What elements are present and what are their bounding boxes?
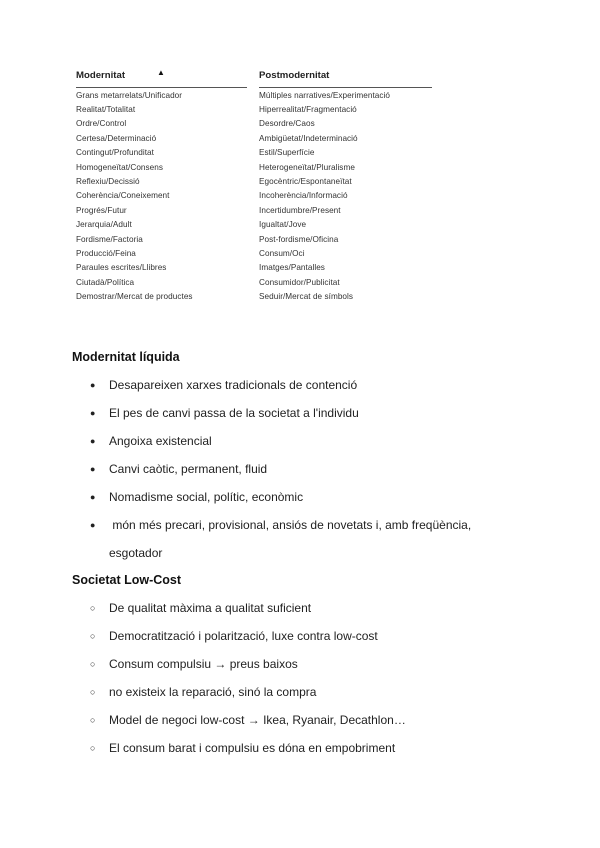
bullet-circle-icon: ○ <box>90 631 96 641</box>
list-item: ● Desapareixen xarxes tradicionals de contenció <box>90 378 358 392</box>
list-item: ○ Democratització i polarització, luxe contra low-cost <box>90 629 378 643</box>
cell-modernitat: Demostrar/Mercat de productes <box>76 292 193 302</box>
cell-modernitat: Fordisme/Factoria <box>76 234 143 244</box>
cell-modernitat: Grans metarrelats/Unificador <box>76 90 183 100</box>
table-row <box>70 218 432 232</box>
cell-modernitat: Ordre/Control <box>76 119 127 129</box>
cell-modernitat: Progrés/Futur <box>76 205 127 215</box>
table-row <box>70 246 432 260</box>
list-item: ○ Model de negoci low-cost → Ikea, Ryanair, Decathlon… <box>90 713 406 727</box>
cell-postmodernitat: Múltiples narratives/Experimentació <box>259 90 390 100</box>
cell-postmodernitat: Imatges/Pantalles <box>259 263 325 273</box>
header-postmodernitat: Postmodernitat <box>259 70 432 88</box>
cell-modernitat: Jerarquia/Adult <box>76 220 132 230</box>
bullet-circle-icon: ○ <box>90 743 96 753</box>
table-row <box>70 117 432 131</box>
cell-postmodernitat: Igualtat/Jove <box>259 220 307 230</box>
bullet-circle-icon: ○ <box>90 715 96 725</box>
bullet-disc-icon: ● <box>90 464 96 474</box>
cell-modernitat: Certesa/Determinació <box>76 133 157 143</box>
table-row <box>70 102 432 116</box>
list-item: ○ Consum compulsiu → preus baixos <box>90 657 298 671</box>
cell-postmodernitat: Seduir/Mercat de símbols <box>259 292 354 302</box>
bullet-disc-icon: ● <box>90 492 96 502</box>
cell-modernitat: Homogeneïtat/Consens <box>76 162 164 172</box>
societat-low-cost-list <box>72 601 406 769</box>
list-item: ● món més precari, provisional, ansiós de novetats i, amb freqüència, <box>90 518 472 532</box>
table-row <box>70 189 432 203</box>
bullet-circle-icon: ○ <box>90 603 96 613</box>
cell-postmodernitat: Consum/Oci <box>259 248 305 258</box>
table-row <box>70 160 432 174</box>
cell-modernitat: Realitat/Totalitat <box>76 105 136 115</box>
cell-postmodernitat: Post-fordisme/Oficina <box>259 234 339 244</box>
modernitat-liquida-list <box>72 378 471 574</box>
list-item: ● Angoixa existencial <box>90 434 212 448</box>
cell-postmodernitat: Egocèntric/Espontaneïtat <box>259 177 352 187</box>
header-modernitat: Modernitat <box>76 70 247 88</box>
cell-modernitat: Reflexiu/Decissió <box>76 177 140 187</box>
cell-postmodernitat: Estil/Superfície <box>259 148 315 158</box>
bullet-disc-icon: ● <box>90 408 96 418</box>
cell-postmodernitat: Hiperrealitat/Fragmentació <box>259 105 357 115</box>
list-item: ● El pes de canvi passa de la societat a l'individu <box>90 406 359 420</box>
cell-modernitat: Ciutadà/Política <box>76 277 135 287</box>
table-row <box>70 232 432 246</box>
list-item: ● Canvi caòtic, permanent, fluid <box>90 462 268 476</box>
table-row <box>70 146 432 160</box>
cell-modernitat: Coherència/Coneixement <box>76 191 170 201</box>
cell-postmodernitat: Ambigüetat/Indeterminació <box>259 133 358 143</box>
cell-modernitat: Contingut/Profunditat <box>76 148 154 158</box>
list-item: ○ El consum barat i compulsiu es dóna en empobriment <box>90 741 396 755</box>
table-row <box>70 289 432 303</box>
table-header <box>70 70 432 88</box>
list-item: ● Nomadisme social, polític, econòmic <box>90 490 304 504</box>
table-row <box>70 203 432 217</box>
cell-modernitat: Producció/Feina <box>76 248 136 258</box>
table-row <box>70 88 432 102</box>
table-row <box>70 261 432 275</box>
bullet-disc-icon: ● <box>90 436 96 446</box>
cell-postmodernitat: Consumidor/Publicitat <box>259 277 340 287</box>
section-title-societat-low-cost: Societat Low-Cost <box>72 573 182 587</box>
cell-postmodernitat: Incoherència/Informació <box>259 191 348 201</box>
mouse-cursor-icon: ▲ <box>157 68 165 77</box>
bullet-circle-icon: ○ <box>90 687 96 697</box>
cell-modernitat: Paraules escrites/Llibres <box>76 263 167 273</box>
list-item: ○ no existeix la reparació, sinó la compra <box>90 685 317 699</box>
table-row <box>70 275 432 289</box>
bullet-disc-icon: ● <box>90 380 96 390</box>
cell-postmodernitat: Heterogeneïtat/Pluralisme <box>259 162 355 172</box>
section-title-modernitat-liquida: Modernitat líquida <box>72 350 180 364</box>
bullet-circle-icon: ○ <box>90 659 96 669</box>
list-item-continuation: esgotador <box>109 546 163 560</box>
bullet-disc-icon: ● <box>90 520 96 530</box>
cell-postmodernitat: Incertidumbre/Present <box>259 205 341 215</box>
list-item: ○ De qualitat màxima a qualitat suficient <box>90 601 312 615</box>
table-rows <box>70 88 432 304</box>
table-row <box>70 131 432 145</box>
comparison-table-image <box>70 70 432 304</box>
table-row <box>70 174 432 188</box>
cell-postmodernitat: Desordre/Caos <box>259 119 315 129</box>
